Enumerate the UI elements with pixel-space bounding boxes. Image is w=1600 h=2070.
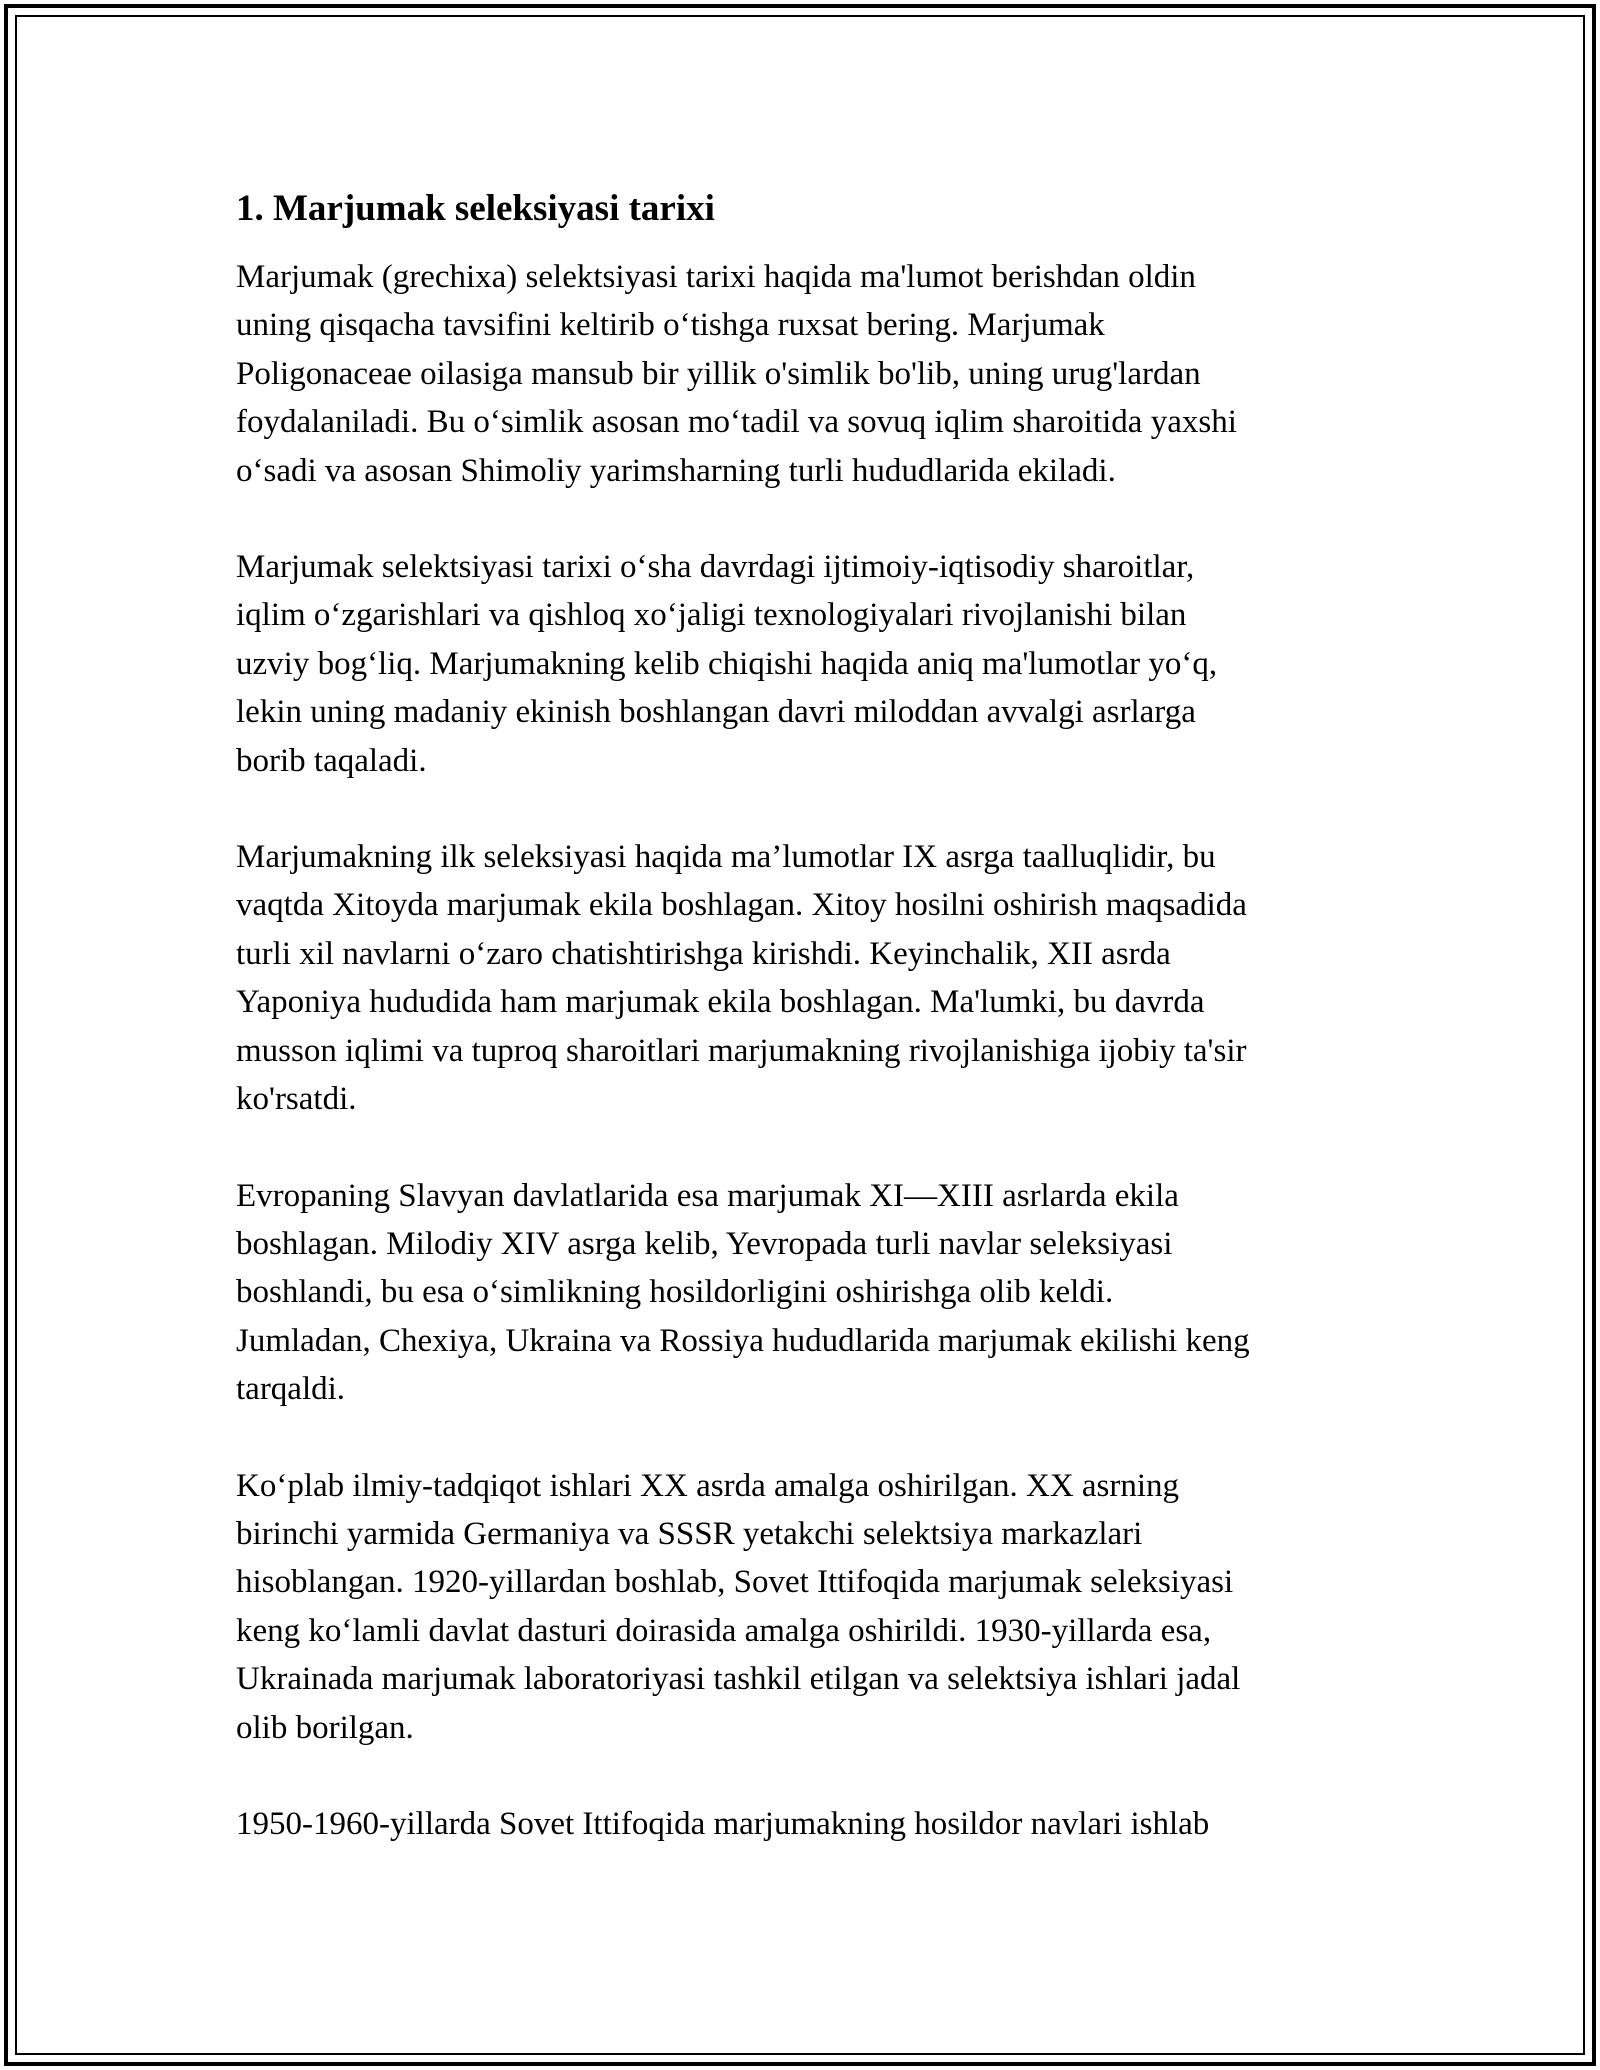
paragraph-line: Jumladan, Chexiya, Ukraina va Rossiya hududlarida marjumak ekilishi keng: [236, 1322, 1250, 1359]
body-paragraph: [236, 253, 1366, 495]
paragraph-line: uzviy bog‘liq. Marjumakning kelib chiqishi haqida aniq ma'lumotlar yo‘q,: [236, 645, 1218, 682]
paragraph-line: foydalaniladi. Bu o‘simlik asosan mo‘tadil va sovuq iqlim sharoitida yaxshi: [236, 404, 1237, 441]
paragraph-line: birinchi yarmida Germaniya va SSSR yetakchi selektsiya markazlari: [236, 1515, 1143, 1552]
paragraph-line: vaqtda Xitoyda marjumak ekila boshlagan. Xitoy hosilni oshirish maqsadida: [236, 887, 1247, 924]
section-heading: 1. Marjumak seleksiyasi tarixi: [236, 188, 715, 229]
body-paragraph: [236, 833, 1366, 1123]
paragraph-line: iqlim o‘zgarishlari va qishloq xo‘jaligi texnologiyalari rivojlanishi bilan: [236, 597, 1187, 634]
paragraph-line: musson iqlimi va tuproq sharoitlari marjumakning rivojlanishiga ijobiy ta'sir: [236, 1032, 1247, 1069]
paragraph-line: tarqaldi.: [236, 1371, 346, 1408]
document-body: [236, 185, 1366, 1896]
body-paragraph: [236, 1462, 1366, 1752]
paragraph-line: Marjumak (grechixa) selektsiyasi tarixi haqida ma'lumot berishdan oldin: [236, 259, 1196, 295]
body-paragraph: [236, 1800, 1366, 1848]
paragraph-line: 1950-1960-yillarda Sovet Ittifoqida marjumakning hosildor navlari ishlab: [236, 1805, 1210, 1842]
paragraph-line: boshlagan. Milodiy XIV asrga kelib, Yevropada turli navlar seleksiyasi: [236, 1225, 1173, 1262]
body-paragraph: [236, 1172, 1366, 1414]
paragraph-line: hisoblangan. 1920-yillardan boshlab, Sovet Ittifoqida marjumak seleksiyasi: [236, 1564, 1234, 1601]
paragraph-line: uning qisqacha tavsifini keltirib o‘tishga ruxsat bering. Marjumak: [236, 307, 1105, 344]
paragraph-line: borib taqaladi.: [236, 742, 427, 779]
paragraph-line: olib borilgan.: [236, 1709, 414, 1746]
paragraph-line: Evropaning Slavyan davlatlarida esa marjumak XI—XIII asrlarda ekila: [236, 1177, 1179, 1214]
paragraph-line: o‘sadi va asosan Shimoliy yarimsharning turli hududlarida ekiladi.: [236, 452, 1116, 489]
paragraph-line: lekin uning madaniy ekinish boshlangan davri miloddan avvalgi asrlarga: [236, 694, 1196, 731]
paragraph-line: Marjumakning ilk seleksiyasi haqida ma’lumotlar IX asrga taalluqlidir, bu: [236, 839, 1216, 876]
paragraph-line: keng ko‘lamli davlat dasturi doirasida amalga oshirildi. 1930-yillarda esa,: [236, 1612, 1212, 1649]
paragraph-line: turli xil navlarni o‘zaro chatishtirishga kirishdi. Keyinchalik, XII asrda: [236, 935, 1171, 972]
paragraph-line: Marjumak selektsiyasi tarixi o‘sha davrdagi ijtimoiy-iqtisodiy sharoitlar,: [236, 549, 1195, 586]
paragraph-line: Ko‘plab ilmiy-tadqiqot ishlari XX asrda amalga oshirilgan. XX asrning: [236, 1467, 1180, 1504]
paragraph-list: [236, 253, 1366, 1848]
paragraph-line: boshlandi, bu esa o‘simlikning hosildorligini oshirishga olib keldi.: [236, 1274, 1114, 1311]
body-paragraph: [236, 543, 1366, 785]
paragraph-line: ko'rsatdi.: [236, 1081, 357, 1118]
paragraph-line: Yaponiya hududida ham marjumak ekila boshlagan. Ma'lumki, bu davrda: [236, 984, 1205, 1021]
paragraph-line: Poligonaceae oilasiga mansub bir yillik o'simlik bo'lib, uning urug'lardan: [236, 355, 1201, 392]
paragraph-line: Ukrainada marjumak laboratoriyasi tashkil etilgan va selektsiya ishlari jadal: [236, 1661, 1241, 1698]
